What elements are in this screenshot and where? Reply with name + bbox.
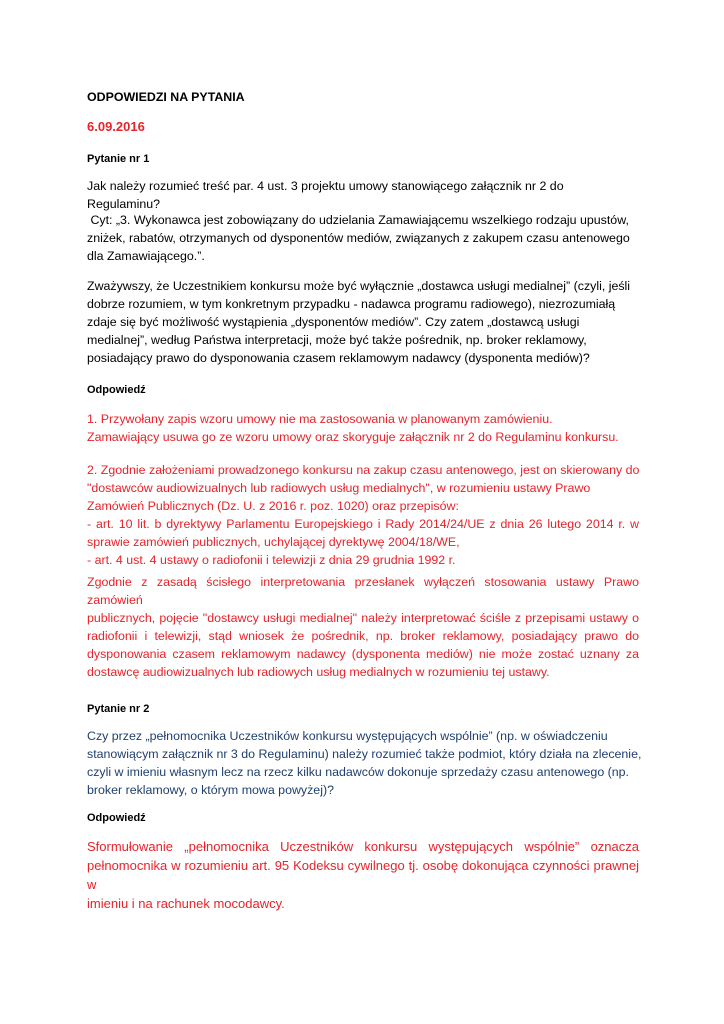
answer-1-explanation	[87, 573, 639, 681]
answer-1-point-2	[87, 461, 639, 569]
answer-2-text	[87, 837, 639, 913]
answer-line: "dostawców audiowizualnych lub radiowych usług medialnych", w rozumieniu ustawy Prawo	[87, 481, 591, 495]
answer-line: Zamawiający usuwa go ze wzoru umowy oraz skoryguje załącznik nr 2 do Regulaminu konkursu.	[87, 430, 619, 444]
question-1-quote	[87, 211, 639, 265]
quote-line: dla Zamawiającego.”.	[87, 249, 205, 263]
answer-1-point-1	[87, 410, 639, 446]
quote-line: zniżek, rabatów, otrzymanych od dysponentów mediów, związanych z zakupem czasu antenowego	[87, 231, 630, 245]
context-line: zdaje się być możliwość wystąpienia „dysponentów mediów”. Czy zatem „dostawcą usługi	[87, 315, 580, 329]
answer-1-heading: Odpowiedź	[87, 384, 146, 396]
answer-line: Zamówień Publicznych (Dz. U. z 2016 r. poz. 1020) oraz przepisów:	[87, 499, 459, 513]
quote-line: Cyt: „3. Wykonawca jest zobowiązany do udzielania Zamawiającemu wszelkiego rodzaju upustów,	[87, 213, 629, 227]
answer-2-heading: Odpowiedź	[87, 812, 146, 824]
answer-line: dysponowania czasem reklamowym nadawcy (dysponenta mediów) nie może zostać uznany za	[87, 647, 639, 661]
date: 6.09.2016	[87, 119, 145, 134]
answer-line: 1. Przywołany zapis wzoru umowy nie ma zastosowania w planowanym zamówieniu.	[87, 412, 553, 426]
answer-line: imieniu i na rachunek mocodawcy.	[87, 896, 285, 911]
question-2-text	[87, 727, 642, 799]
answer-line: - art. 4 ust. 4 ustawy o radiofonii i telewizji z dnia 29 grudnia 1992 r.	[87, 553, 456, 567]
answer-line: Sformułowanie „pełnomocnika Uczestników konkursu występujących wspólnie” oznacza	[87, 839, 639, 854]
question-line: Czy przez „pełnomocnika Uczestników konkursu występujących wspólnie” (np. w oświadczeniu	[87, 729, 608, 743]
answer-line: sprawie zamówień publicznych, uchylającej dyrektywę 2004/18/WE,	[87, 535, 460, 549]
question-1-context	[87, 277, 639, 367]
answer-line: pełnomocnika w rozumieniu art. 95 Kodeksu cywilnego tj. osobę dokonująca czynności prawnej w	[87, 858, 639, 892]
context-line: Zważywszy, że Uczestnikiem konkursu może być wyłącznie „dostawca usługi medialnej” (czyli, jeśli	[87, 279, 631, 293]
answer-line: Zgodnie z zasadą ścisłego interpretowania przesłanek wyłączeń stosowania ustawy Prawo zamówień	[87, 575, 639, 607]
answer-line: publicznych, pojęcie "dostawcy usługi medialnej" należy interpretować ściśle z przepisami ustawy o	[87, 611, 639, 625]
question-line: broker reklamowy, o którym mowa powyżej)?	[87, 783, 334, 797]
question-1-text: Jak należy rozumieć treść par. 4 ust. 3 projektu umowy stanowiącego załącznik nr 2 do Regulaminu?	[87, 179, 564, 211]
answer-line: - art. 10 lit. b dyrektywy Parlamentu Europejskiego i Rady 2014/24/UE z dnia 26 lutego 2014 r. w	[87, 517, 639, 531]
answer-line: dostawcę audiowizualnych lub radiowych usług medialnych w rozumieniu tej ustawy.	[87, 665, 550, 679]
answer-line: 2. Zgodnie założeniami prowadzonego konkursu na zakup czasu antenowego, jest on skierowany do	[87, 463, 640, 477]
page-title: ODPOWIEDZI NA PYTANIA	[87, 90, 245, 104]
context-line: dobrze rozumiem, w tym konkretnym przypadku - nadawca programu radiowego), niezrozumiałą	[87, 297, 616, 311]
answer-line: radiofonii i telewizji, stąd wniosek że pośrednik, np. broker reklamowy, posiadający prawo do	[87, 629, 639, 643]
context-line: medialnej”, według Państwa interpretacji, może być także pośrednik, np. broker reklamowy,	[87, 333, 587, 347]
context-line: posiadający prawo do dysponowania czasem reklamowym nadawcy (dysponenta mediów)?	[87, 351, 590, 365]
question-2-heading: Pytanie nr 2	[87, 703, 150, 715]
question-line: stanowiącym załącznik nr 3 do Regulaminu) należy rozumieć także podmiot, który działa na zlecenie,	[87, 747, 642, 761]
question-1-heading: Pytanie nr 1	[87, 153, 150, 165]
question-line: czyli w imieniu własnym lecz na rzecz kilku nadawców dokonuje sprzedaży czasu antenowego (np.	[87, 765, 629, 779]
